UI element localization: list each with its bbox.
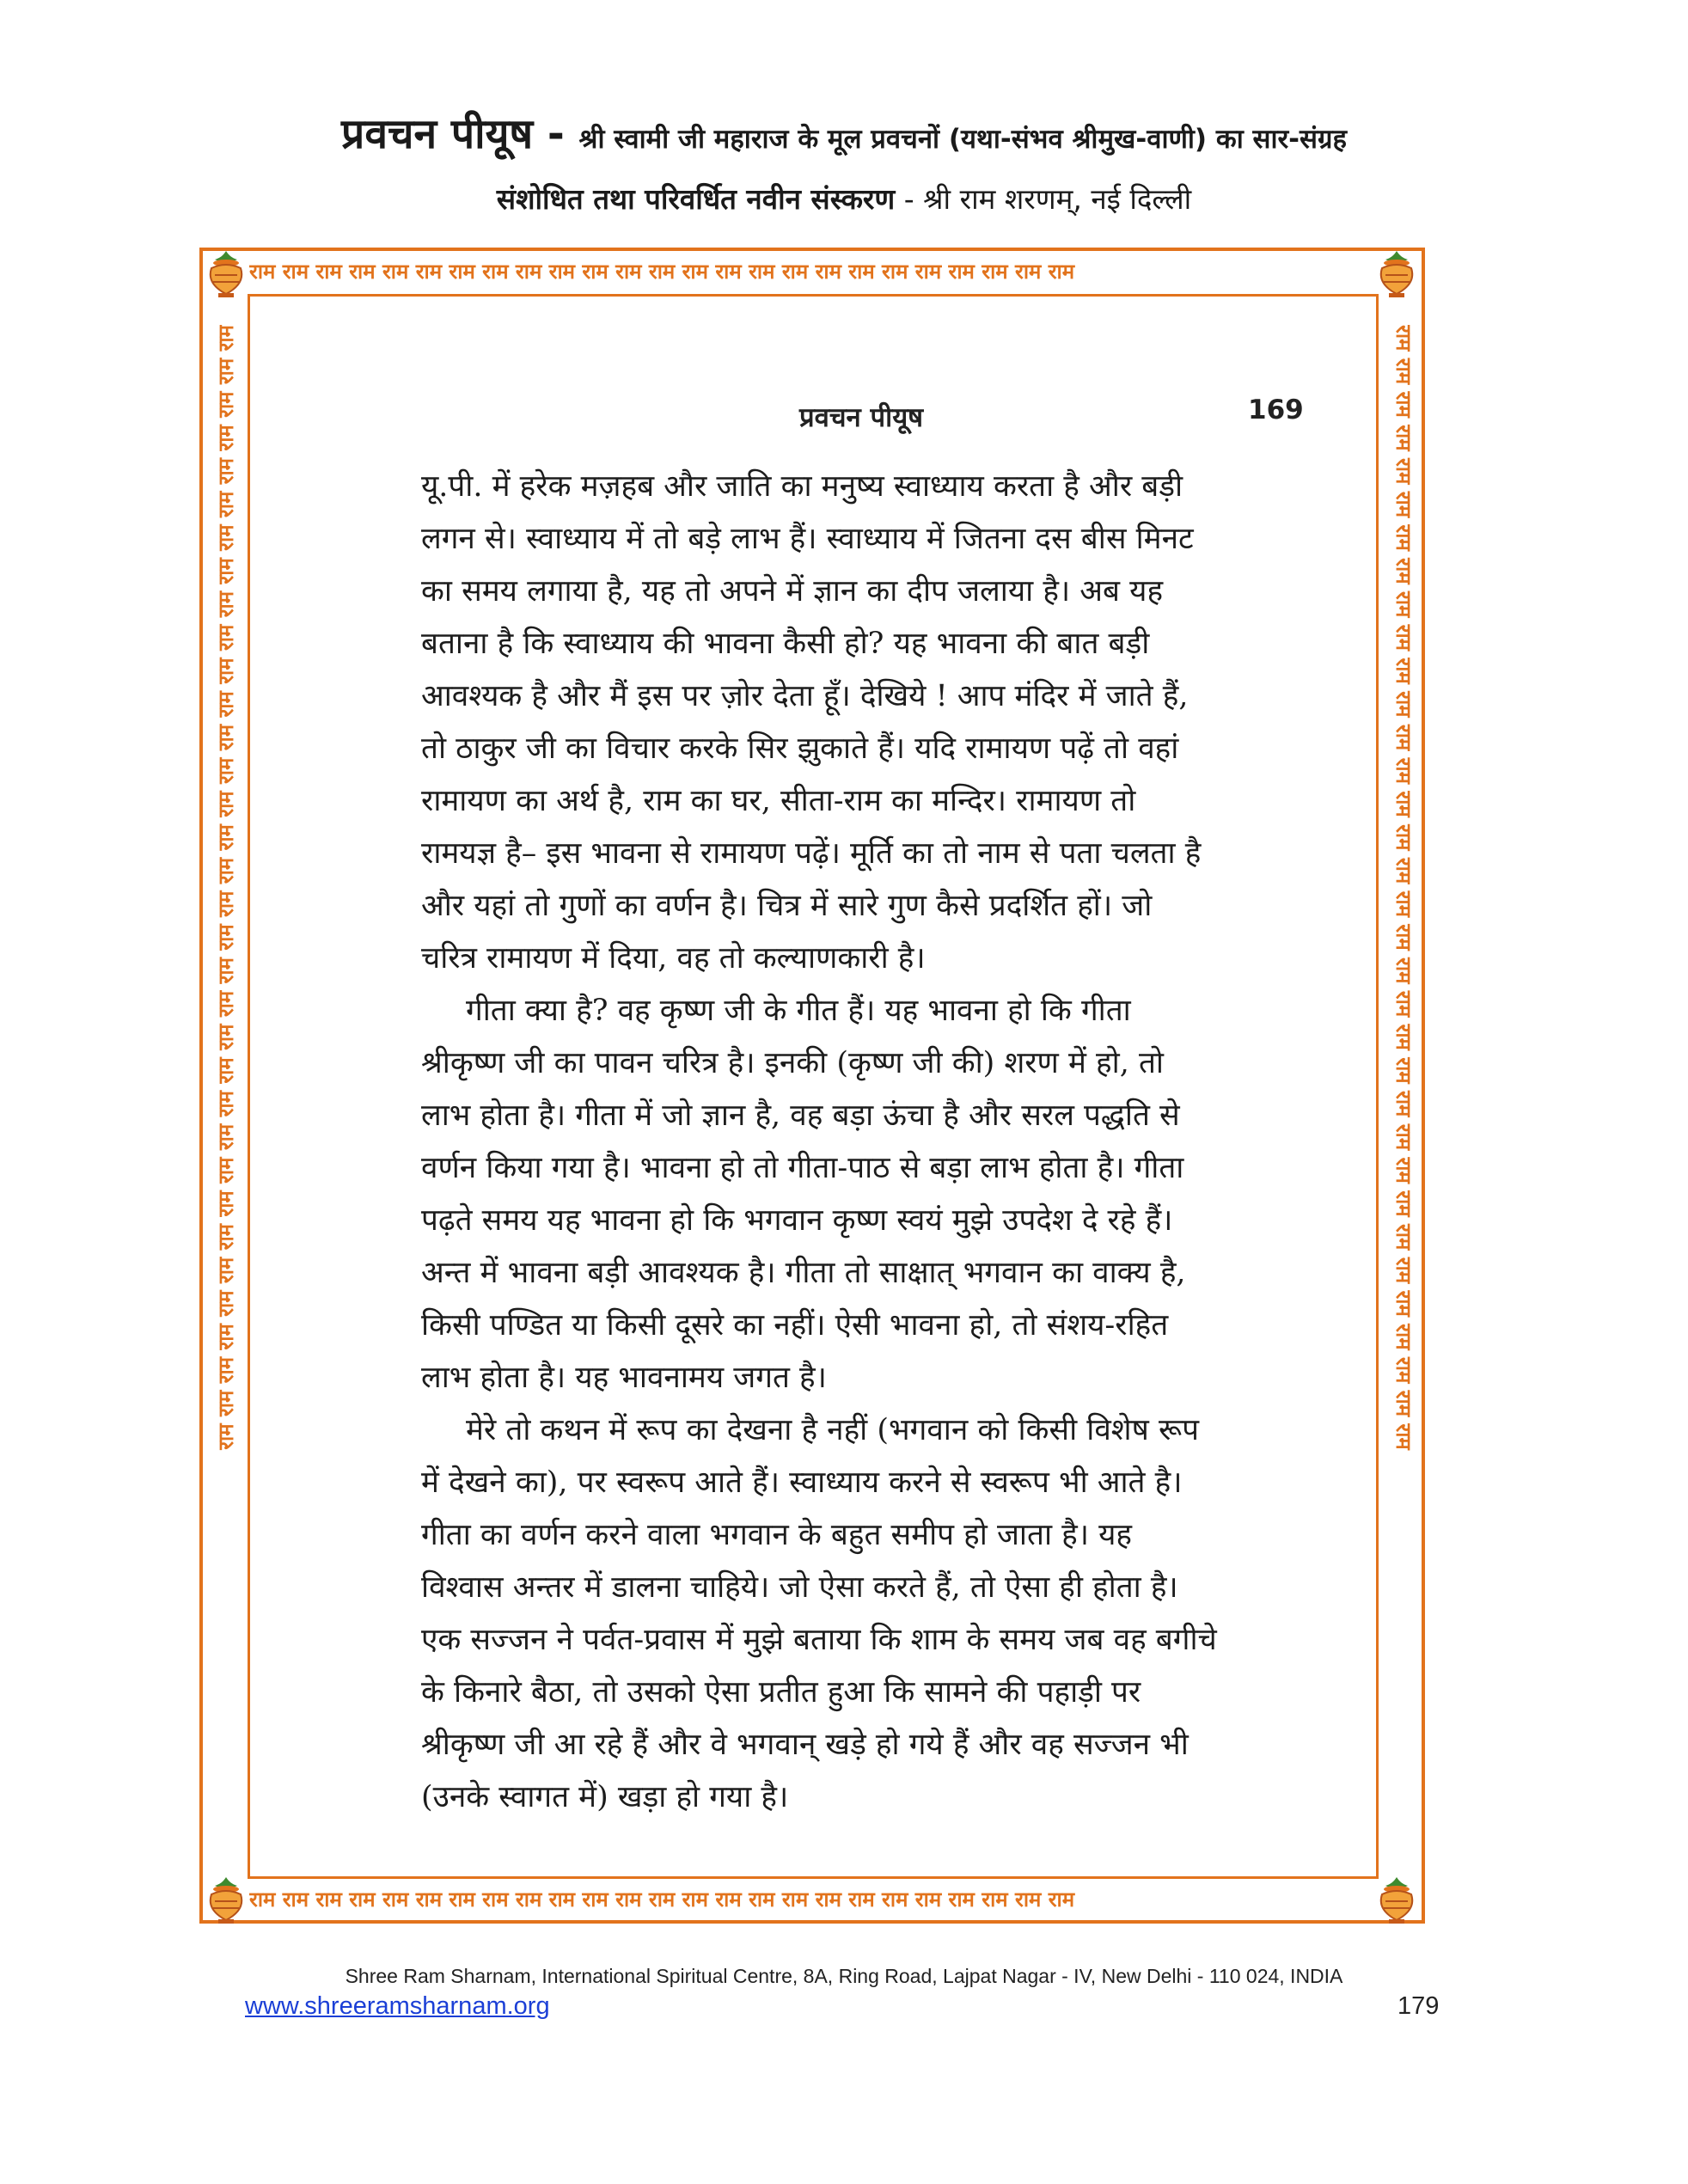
- document-header-title: [0, 105, 1688, 161]
- book-subtitle: श्री स्वामी जी महाराज के मूल प्रवचनों (यथा-संभव श्रीमुख-वाणी) का सार-संग्रह: [578, 124, 1347, 155]
- text-line: अन्त में भावना बड़ी आवश्यक है। गीता तो साक्षात् भगवान का वाक्य है,: [421, 1256, 1186, 1290]
- text-line: मेरे तो कथन में रूप का देखना है नहीं (भगवान को किसी विशेष रूप: [466, 1413, 1200, 1447]
- text-line: लाभ होता है। गीता में जो ज्ञान है, वह बड़ा ऊंचा है और सरल पद्धति से: [421, 1098, 1180, 1133]
- text-line: आवश्यक है और मैं इस पर ज़ोर देता हूँ। देखिये ! आप मंदिर में जाते हैं,: [421, 679, 1189, 713]
- text-line: रामयज्ञ है– इस भावना से रामायण पढ़ें। मूर्ति का तो नाम से पता चलता है: [421, 836, 1202, 871]
- edition-line: [0, 179, 1688, 217]
- text-line: किसी पण्डित या किसी दूसरे का नहीं। ऐसी भावना हो, तो संशय-रहित: [421, 1308, 1169, 1343]
- text-line: तो ठाकुर जी का विचार करके सिर झुकाते हैं। यदि रामायण पढ़ें तो वहां: [421, 731, 1179, 766]
- ram-border-top: राम राम राम राम राम राम राम राम राम राम राम राम राम राम राम राम राम राम राम राम राम राम राम राम राम: [249, 260, 1075, 284]
- text-line: गीता का वर्णन करने वाला भगवान के बहुत समीप हो जाता है। यह: [421, 1518, 1132, 1552]
- book-page-number: 169: [1248, 395, 1304, 425]
- text-line: चरित्र रामायण में दिया, वह तो कल्याणकारी है।: [421, 941, 926, 976]
- text-line: श्रीकृष्ण जी आ रहे हैं और वे भगवान् खड़े हो गये हैं और वह सज्जन भी: [421, 1728, 1189, 1762]
- text-line: लगन से। स्वाध्याय में तो बड़े लाभ हैं। स्वाध्याय में जितना दस बीस मिनट: [421, 522, 1194, 556]
- ram-border-bottom: राम राम राम राम राम राम राम राम राम राम राम राम राम राम राम राम राम राम राम राम राम राम राम राम राम: [249, 1887, 1075, 1912]
- scanned-book-page: [292, 320, 1334, 1850]
- edition-label: संशोधित तथा परिवर्धित नवीन संस्करण: [496, 182, 896, 216]
- text-line: लाभ होता है। यह भावनामय जगत है।: [421, 1361, 827, 1395]
- text-line: विश्वास अन्तर में डालना चाहिये। जो ऐसा करते हैं, तो ऐसा ही होता है।: [421, 1570, 1178, 1605]
- kalash-icon: [1373, 1875, 1420, 1925]
- text-line: यू.पी. में हरेक मज़हब और जाति का मनुष्य स्वाध्याय करता है और बड़ी: [421, 469, 1183, 504]
- text-line: पढ़ते समय यह भावना हो कि भगवान कृष्ण स्वयं मुझे उपदेश दे रहे हैं।: [421, 1203, 1173, 1238]
- ram-border-left: [209, 325, 243, 1855]
- title-separator: -: [533, 110, 579, 158]
- book-title: प्रवचन पीयूष: [341, 110, 534, 158]
- pdf-page-number: 179: [1397, 1992, 1440, 2020]
- kalash-icon: [203, 249, 249, 299]
- text-line: एक सज्जन ने पर्वत-प्रवास में मुझे बताया कि शाम के समय जब वह बगीचे: [421, 1623, 1217, 1657]
- ram-border-right: [1386, 325, 1421, 1855]
- edition-publisher: - श्री राम शरणम्, नई दिल्ली: [895, 182, 1192, 216]
- text-line: वर्णन किया गया है। भावना हो तो गीता-पाठ से बड़ा लाभ होता है। गीता: [421, 1151, 1184, 1185]
- website-link[interactable]: www.shreeramsharnam.org: [245, 1992, 550, 2020]
- text-line: में देखने का), पर स्वरूप आते हैं। स्वाध्याय करने से स्वरूप भी आते है।: [421, 1465, 1183, 1500]
- text-line: श्रीकृष्ण जी का पावन चरित्र है। इनकी (कृष्ण जी की) शरण में हो, तो: [421, 1046, 1164, 1080]
- running-head: प्रवचन पीयूष: [799, 402, 924, 433]
- ram-border-right-text: राम राम राम राम राम राम राम राम राम राम राम राम राम राम राम राम राम राम राम राम राम राम राम राम राम राम राम राम राम राम राम राम राम राम: [1391, 325, 1416, 1450]
- text-line: गीता क्या है? वह कृष्ण जी के गीत हैं। यह भावना हो कि गीता: [466, 994, 1131, 1028]
- text-line: के किनारे बैठा, तो उसको ऐसा प्रतीत हुआ कि सामने की पहाड़ी पर: [421, 1675, 1141, 1710]
- text-line: का समय लगाया है, यह तो अपने में ज्ञान का दीप जलाया है। अब यह: [421, 574, 1164, 609]
- text-line: (उनके स्वागत में) खड़ा हो गया है।: [421, 1780, 789, 1814]
- text-line: रामायण का अर्थ है, राम का घर, सीता-राम का मन्दिर। रामायण तो: [421, 784, 1136, 818]
- ram-border-left-text: राम राम राम राम राम राम राम राम राम राम राम राम राम राम राम राम राम राम राम राम राम राम राम राम राम राम राम राम राम राम राम राम राम राम: [214, 325, 238, 1450]
- footer-address: Shree Ram Sharnam, International Spiritual Centre, 8A, Ring Road, Lajpat Nagar - IV, New Delhi - 110 024, INDIA: [345, 1965, 1343, 1987]
- kalash-icon: [1373, 249, 1420, 299]
- text-line: बताना है कि स्वाध्याय की भावना कैसी हो? यह भावना की बात बड़ी: [421, 627, 1150, 661]
- kalash-icon: [203, 1875, 249, 1925]
- text-line: और यहां तो गुणों का वर्णन है। चित्र में सारे गुण कैसे प्रदर्शित हों। जो: [421, 889, 1153, 923]
- body-text: [421, 461, 1332, 1824]
